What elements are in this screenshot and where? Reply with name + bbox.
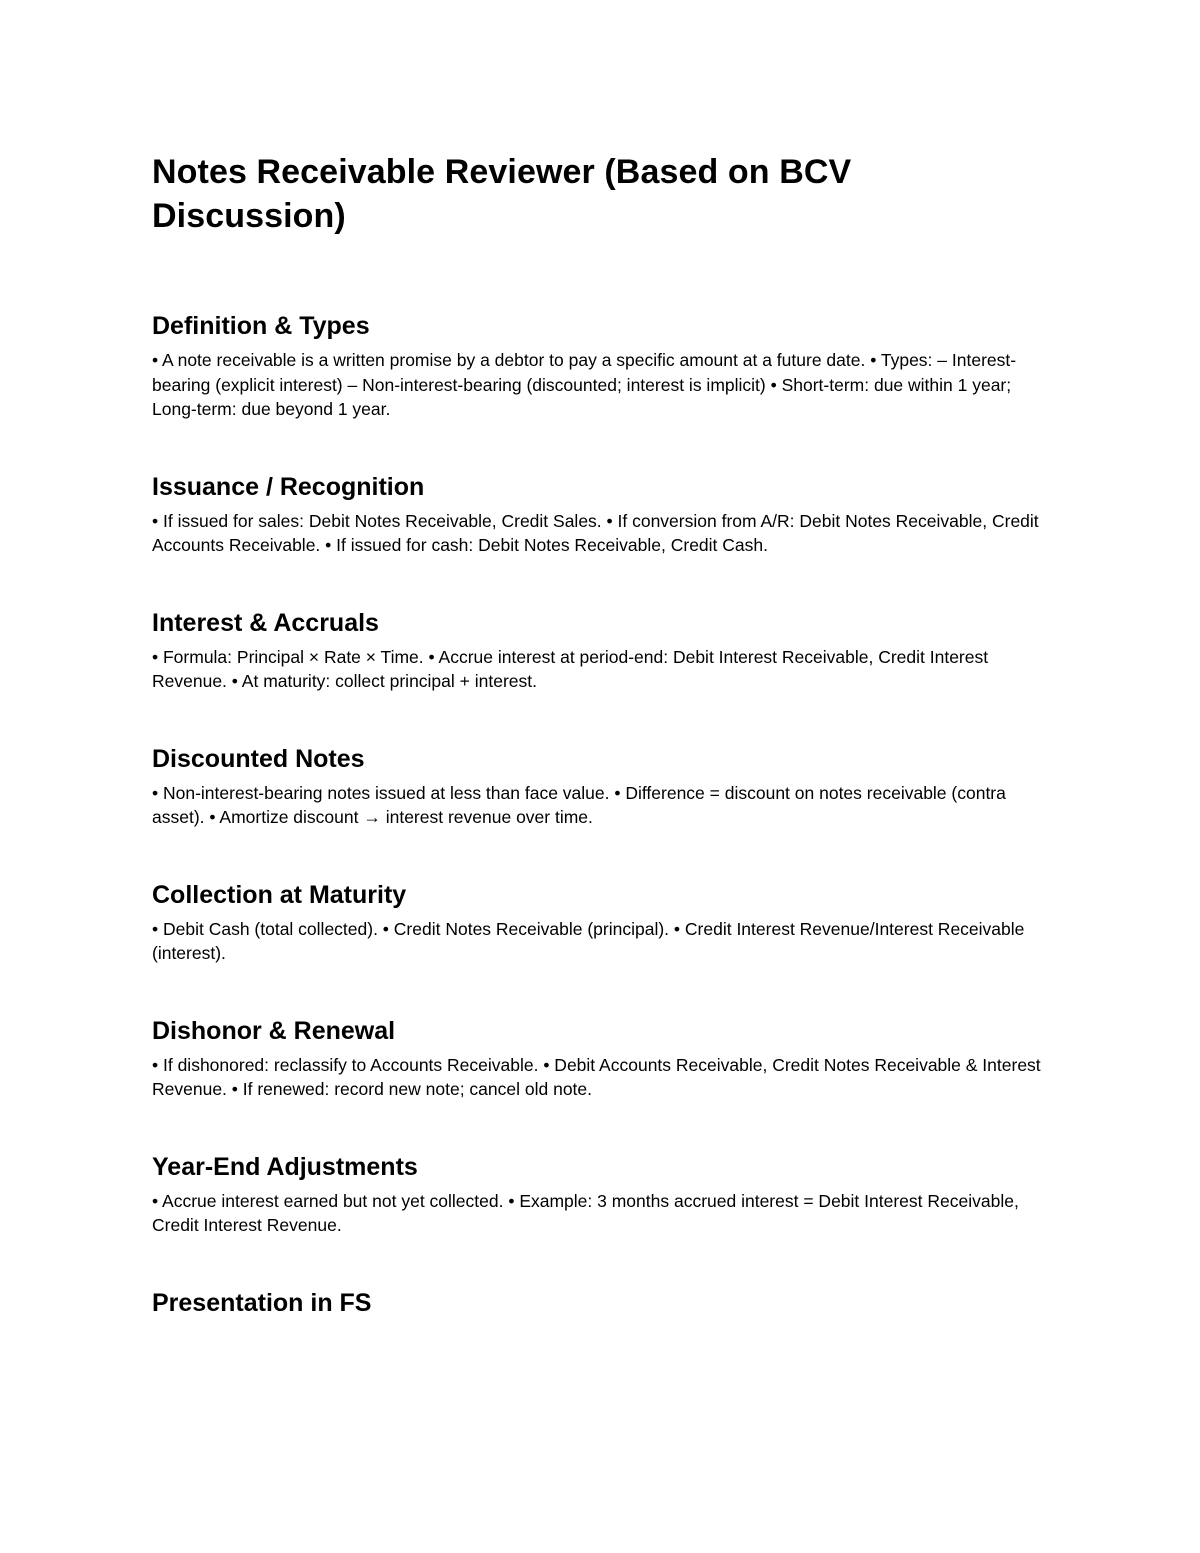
section-presentation-in-fs bbox=[152, 1287, 1052, 1319]
section-heading: Presentation in FS bbox=[152, 1288, 372, 1317]
section-heading: Discounted Notes bbox=[152, 744, 365, 773]
section-issuance-recognition bbox=[152, 471, 1052, 558]
section-body: • A note receivable is a written promise by a debtor to pay a specific amount at a future date. • Types: – Interest-bearing (explicit interest) – Non-interest-bearing (discounted; interest is implicit) • Short-term: due within 1 year; Long-term: due beyond 1 year. bbox=[152, 350, 1017, 419]
section-year-end-adjustments bbox=[152, 1151, 1052, 1238]
section-body: • Accrue interest earned but not yet collected. • Example: 3 months accrued interest = Debit Interest Receivable, Credit Interest Revenue. bbox=[152, 1190, 1019, 1235]
section-heading: Dishonor & Renewal bbox=[152, 1016, 396, 1045]
section-body: • Formula: Principal × Rate × Time. • Accrue interest at period-end: Debit Interest Receivable, Credit Interest Revenue. • At maturity: collect principal + interest. bbox=[152, 646, 989, 691]
section-heading: Collection at Maturity bbox=[152, 880, 407, 909]
section-heading: Definition & Types bbox=[152, 312, 370, 340]
section-dishonor-renewal bbox=[152, 1015, 1052, 1102]
section-heading: Issuance / Recognition bbox=[152, 472, 425, 501]
section-discounted-notes bbox=[152, 743, 1052, 830]
section-interest-accruals bbox=[152, 607, 1052, 694]
section-heading: Year-End Adjustments bbox=[152, 1152, 418, 1181]
section-body: • Debit Cash (total collected). • Credit Notes Receivable (principal). • Credit Interest Revenue/Interest Receivable (interest). bbox=[152, 918, 1025, 963]
section-body: • If dishonored: reclassify to Accounts Receivable. • Debit Accounts Receivable, Credit Notes Receivable & Interest Revenue. • If renewed: record new note; cancel old note. bbox=[152, 1054, 1041, 1099]
section-definition-types bbox=[152, 310, 1052, 422]
section-body: • Non-interest-bearing notes issued at less than face value. • Difference = discount on notes receivable (contra asset). • Amortize discount → interest revenue over time. bbox=[152, 782, 1006, 827]
document-page bbox=[152, 150, 1052, 1368]
section-heading: Interest & Accruals bbox=[152, 608, 379, 637]
section-collection-at-maturity bbox=[152, 879, 1052, 966]
section-body: • If issued for sales: Debit Notes Receivable, Credit Sales. • If conversion from A/R: Debit Notes Receivable, Credit Accounts Receivable. • If issued for cash: Debit Notes Receivable, Credit Cash. bbox=[152, 510, 1039, 555]
document-title: Notes Receivable Reviewer (Based on BCV Discussion) bbox=[152, 153, 852, 235]
